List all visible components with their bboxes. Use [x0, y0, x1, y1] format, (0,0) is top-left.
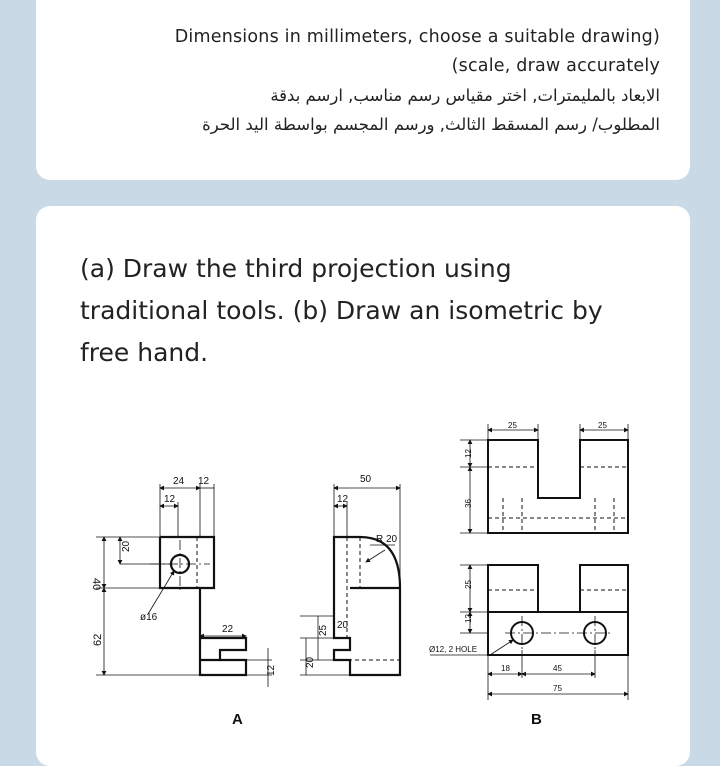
dim-a-12-side: 12: [337, 494, 349, 505]
dim-a-40: 40: [90, 578, 102, 591]
drawing-a-front-view: [160, 537, 246, 675]
drawing-a-label: A: [232, 711, 243, 728]
dim-a-24: 24: [173, 476, 185, 487]
dim-b-36: 36: [464, 499, 473, 508]
dim-a-20-side: 20: [305, 656, 316, 668]
dim-b-hole: Ø12, 2 HOLE: [429, 645, 478, 654]
dim-b-12-front: 12: [464, 449, 473, 458]
drawing-b-top-view: [488, 565, 628, 655]
dim-b-12-top: 12: [464, 614, 473, 623]
question-text: (a) Draw the third projection using traditional tools. (b) Draw an isometric by free hand.: [80, 254, 603, 367]
dim-a-50: 50: [360, 474, 372, 485]
dim-b-25-right: 25: [598, 421, 607, 430]
drawing-a-side-view: [334, 537, 400, 675]
dim-a-r20: R 20: [376, 534, 398, 545]
dim-a-20: 20: [121, 540, 132, 552]
instruction-english-line-1: Dimensions in millimeters, choose a suitable drawing): [174, 27, 660, 47]
dim-b-18: 18: [501, 664, 510, 673]
dim-a-20-notch: 20: [337, 620, 349, 631]
dim-a-hole: ø16: [140, 612, 158, 623]
dim-a-62: 62: [92, 633, 104, 646]
instruction-arabic-line-1: الابعاد بالمليمترات, اختر مقياس رسم مناسب, ارسم بدقة: [270, 86, 660, 105]
dim-b-75: 75: [553, 684, 562, 693]
dim-a-22: 22: [222, 624, 234, 635]
dim-b-25-top: 25: [464, 580, 473, 589]
drawing-b-front-view: [488, 440, 628, 533]
dim-b-25-left: 25: [508, 421, 517, 430]
dim-b-45: 45: [553, 664, 562, 673]
instruction-arabic-line-2: المطلوب/ رسم المسقط الثالث, ورسم المجسم بواسطة اليد الحرة: [202, 115, 660, 134]
drawing-b: [430, 424, 628, 700]
dim-a-25: 25: [318, 624, 329, 636]
dim-a-12-bottom: 12: [266, 664, 277, 676]
drawing-b-label: B: [531, 711, 542, 728]
instruction-english-line-2: (scale, draw accurately: [451, 56, 660, 76]
dim-a-12: 12: [164, 494, 176, 505]
dim-a-12-top: 12: [198, 476, 210, 487]
drawing-a: [96, 484, 400, 687]
